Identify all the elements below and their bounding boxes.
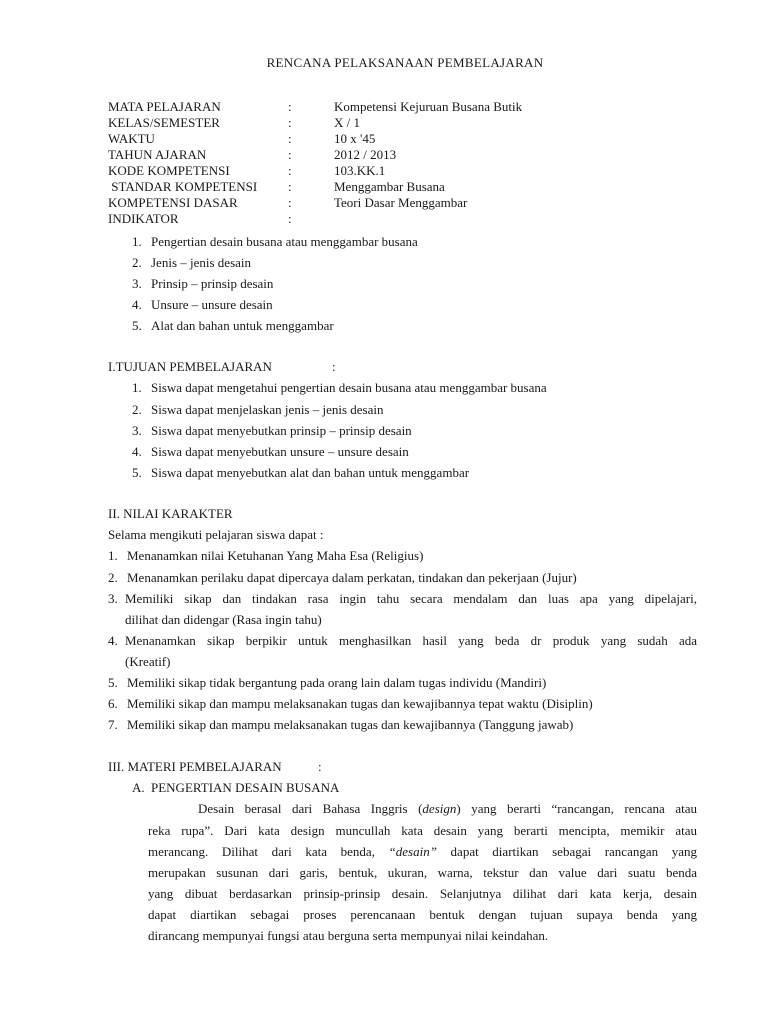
section-heading-materi: III. MATERI PEMBELAJARAN — [108, 759, 282, 774]
header-value: Kompetensi Kejuruan Busana Butik — [334, 99, 523, 114]
list-number: 6. — [108, 696, 118, 711]
list-number: 1. — [132, 380, 142, 395]
header-row-indikator — [108, 210, 668, 227]
list-number: 3. — [132, 423, 142, 438]
header-value: Menggambar Busana — [334, 179, 445, 194]
list-number: 5. — [132, 318, 142, 333]
header-value: 10 x '45 — [334, 131, 376, 146]
section-colon: : — [318, 759, 322, 774]
paragraph-line: merancang. Dilihat dari kata benda, “desain” dapat diartikan sebagai rancangan yang — [148, 844, 697, 859]
italic-term: “desain” — [388, 844, 437, 859]
header-row-kompetensi-dasar — [108, 194, 668, 211]
section-heading-text: I.TUJUAN PEMBELAJARAN — [108, 359, 272, 374]
section-heading-tujuan — [108, 358, 272, 375]
list-text: Menanamkan nilai Ketuhanan Yang Maha Esa (Religius) — [127, 548, 424, 563]
list-text: Siswa dapat mengetahui pengertian desain busana atau menggambar busana — [151, 380, 547, 395]
list-text: Alat dan bahan untuk menggambar — [151, 318, 334, 333]
header-key: STANDAR KOMPETENSI — [108, 179, 258, 194]
list-text: Siswa dapat menyebutkan alat dan bahan untuk menggambar — [151, 465, 470, 480]
list-number: 1. — [132, 234, 142, 249]
header-key: KELAS/SEMESTER — [108, 115, 220, 130]
list-text: Siswa dapat menjelaskan jenis – jenis desain — [151, 402, 384, 417]
list-text: Siswa dapat menyebutkan prinsip – prinsip desain — [151, 423, 412, 438]
list-text-continued: (Kreatif) — [125, 654, 171, 669]
list-text: Menanamkan perilaku dapat dipercaya dalam perkatan, tindakan dan pekerjaan (Jujur) — [127, 570, 577, 585]
subsection-title: PENGERTIAN DESAIN BUSANA — [151, 780, 340, 795]
paragraph-line: yang dibuat berdasarkan prinsip-prinsip desain. Selanjutnya dilihat dari kata kerja, desain — [148, 886, 697, 901]
list-number: 3. — [108, 591, 118, 606]
list-text: Memiliki sikap tidak bergantung pada orang lain dalam tugas individu (Mandiri) — [127, 675, 547, 690]
header-colon: : — [288, 195, 292, 210]
paragraph-line: merupakan susunan dari garis, bentuk, ukuran, warna, tekstur dan value dari suatu benda — [148, 865, 697, 880]
header-key: INDIKATOR — [108, 211, 179, 226]
list-number: 7. — [108, 717, 118, 732]
list-text: Jenis – jenis desain — [151, 255, 252, 270]
header-value: X / 1 — [334, 115, 360, 130]
section-heading-nilai: II. NILAI KARAKTER — [108, 506, 233, 521]
header-row-waktu — [108, 130, 668, 147]
header-key: WAKTU — [108, 131, 155, 146]
list-text: Unsure – unsure desain — [151, 297, 273, 312]
header-colon: : — [288, 163, 292, 178]
list-text: Memiliki sikap dan mampu melaksanakan tugas dan kewajibannya (Tanggung jawab) — [127, 717, 574, 732]
section-intro: Selama mengikuti pelajaran siswa dapat : — [108, 527, 324, 542]
header-colon: : — [288, 115, 292, 130]
list-number: 4. — [132, 444, 142, 459]
list-number: 1. — [108, 548, 118, 563]
paragraph-line: reka rupa”. Dari kata design muncullah kata desain yang berarti mencipta, memikir atau — [148, 823, 697, 838]
italic-term: design — [422, 801, 457, 816]
header-colon: : — [288, 99, 292, 114]
list-text: Memiliki sikap dan mampu melaksanakan tugas dan kewajibannya tepat waktu (Disiplin) — [127, 696, 593, 711]
header-key: KOMPETENSI DASAR — [108, 195, 238, 210]
header-colon: : — [288, 211, 292, 226]
list-text-continued: dilihat dan didengar (Rasa ingin tahu) — [125, 612, 322, 627]
list-text: Prinsip – prinsip desain — [151, 276, 274, 291]
list-number: 4. — [108, 633, 118, 648]
list-text: Memiliki sikap dan tindakan rasa ingin tahu secara mendalam dan luas apa yang dipelajari, — [125, 591, 697, 606]
list-text: Menanamkan sikap berpikir untuk menghasilkan hasil yang beda dr produk yang sudah ada — [125, 633, 697, 648]
header-key: TAHUN AJARAN — [108, 147, 207, 162]
header-key: KODE KOMPETENSI — [108, 163, 230, 178]
section-colon: : — [332, 359, 336, 374]
list-number: 2. — [132, 402, 142, 417]
list-number: 2. — [108, 570, 118, 585]
header-value: 103.KK.1 — [334, 163, 386, 178]
list-number: 5. — [132, 465, 142, 480]
header-row-mata-pelajaran — [108, 98, 668, 115]
header-colon: : — [288, 131, 292, 146]
document-title: RENCANA PELAKSANAAN PEMBELAJARAN — [266, 55, 544, 70]
list-number: 2. — [132, 255, 142, 270]
header-row-kelas-semester — [108, 114, 668, 131]
list-number: 3. — [132, 276, 142, 291]
header-value: 2012 / 2013 — [334, 147, 397, 162]
header-colon: : — [288, 179, 292, 194]
list-text: Pengertian desain busana atau menggambar busana — [151, 234, 418, 249]
header-row-standar-kompetensi — [108, 178, 668, 195]
header-row-tahun-ajaran — [108, 146, 668, 163]
subsection-letter: A. — [132, 780, 145, 795]
list-number: 5. — [108, 675, 118, 690]
header-row-kode-kompetensi — [108, 162, 668, 179]
paragraph-line: dapat diartikan sebagai proses perencanaan bentuk dengan tujuan supaya benda yang — [148, 907, 697, 922]
header-key: MATA PELAJARAN — [108, 99, 221, 114]
paragraph-line: Desain berasal dari Bahasa Inggris (design) yang berarti “rancangan, rencana atau — [198, 801, 697, 816]
header-value: Teori Dasar Menggambar — [334, 195, 468, 210]
paragraph-line: dirancang mempunyai fungsi atau berguna serta mempunyai nilai keindahan. — [148, 928, 549, 943]
list-text: Siswa dapat menyebutkan unsure – unsure desain — [151, 444, 409, 459]
list-number: 4. — [132, 297, 142, 312]
header-colon: : — [288, 147, 292, 162]
